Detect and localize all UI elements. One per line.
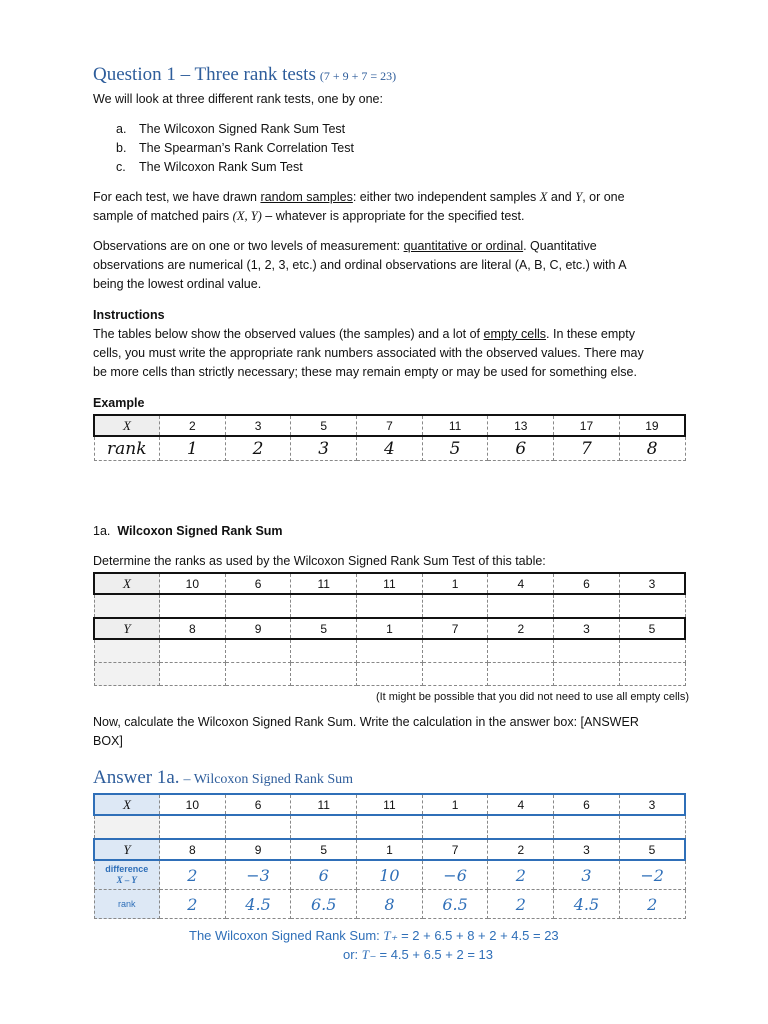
- empty-cell[interactable]: [357, 663, 423, 686]
- empty-cell[interactable]: [488, 594, 554, 618]
- table-row: Y 8 9 5 1 7 2 3 5: [94, 839, 685, 860]
- instructions: Instructions The tables below show the observed values (the samples) and a lot of empty cells. In these empty cells, you must write the appropriate rank numbers associated with the observed values. There may be more cells than strictly necessary; these may remain empty or may be used for something else.: [93, 306, 693, 382]
- paragraph-measurement: Observations are on one or two levels of measurement: quantitative or ordinal. Quantitative observations are numerical (1, 2, 3, etc.) and ordinal observations are literal (A, B, C, etc.) with A being the lowest ordinal value.: [93, 239, 627, 291]
- difference-label: difference X – Y: [94, 860, 160, 890]
- intro-text: We will look at three different rank tests, one by one:: [93, 92, 383, 106]
- table-row: rank 1 2 3 4 5 6 7 8: [94, 436, 685, 461]
- empty-cells-note: (It might be possible that you did not need to use all empty cells): [375, 691, 689, 703]
- answer-sum-tminus: or: T₋ = 4.5 + 6.5 + 2 = 13: [343, 947, 493, 962]
- list-item: c. The Wilcoxon Rank Sum Test: [116, 160, 303, 174]
- empty-cell[interactable]: [619, 639, 685, 663]
- empty-cell[interactable]: [554, 663, 620, 686]
- instructions-heading: Instructions: [93, 308, 165, 322]
- empty-cell[interactable]: [619, 663, 685, 686]
- table-row: X 10 6 11 11 1 4 6 3: [94, 573, 685, 594]
- table-row-rank: rank 2 4.5 6.5 8 6.5 2 4.5 2: [94, 890, 685, 919]
- answer-1a-title: Answer 1a. – Wilcoxon Signed Rank Sum: [93, 767, 354, 788]
- empty-cell[interactable]: [160, 594, 226, 618]
- empty-cell[interactable]: [488, 639, 554, 663]
- empty-cell[interactable]: [291, 663, 357, 686]
- table-row: X 10 6 11 11 1 4 6 3: [94, 794, 685, 815]
- table-row: [94, 639, 685, 663]
- answer-sum-tplus: The Wilcoxon Signed Rank Sum: T₊ = 2 + 6.5 + 8 + 2 + 4.5 = 23: [189, 928, 559, 943]
- part-1a-prompt: Determine the ranks as used by the Wilcoxon Signed Rank Sum Test of this table:: [93, 554, 546, 568]
- empty-cell[interactable]: [488, 663, 554, 686]
- empty-cell[interactable]: [357, 639, 423, 663]
- empty-cell[interactable]: [225, 639, 291, 663]
- paragraph-samples: For each test, we have drawn random samples: either two independent samples X and Y, or one sample of matched pairs (X, Y) – whatever is appropriate for the specified test.: [93, 190, 625, 223]
- empty-cell[interactable]: [160, 663, 226, 686]
- part-1a-table: [93, 572, 686, 686]
- table-row: X 2 3 5 7 11 13 17 19: [94, 415, 685, 436]
- table-row: Y 8 9 5 1 7 2 3 5: [94, 618, 685, 639]
- example-heading: Example: [93, 396, 145, 410]
- example-table: [93, 414, 686, 461]
- part-1a-heading: 1a. Wilcoxon Signed Rank Sum: [93, 524, 283, 538]
- table-row: [94, 815, 685, 839]
- answer-1a-table: [93, 793, 686, 919]
- empty-cell[interactable]: [291, 639, 357, 663]
- test-list: [93, 120, 354, 177]
- empty-cell[interactable]: [225, 663, 291, 686]
- table-row: [94, 663, 685, 686]
- list-item: b. The Spearman’s Rank Correlation Test: [116, 141, 354, 155]
- empty-cell[interactable]: [554, 639, 620, 663]
- empty-cell[interactable]: [357, 594, 423, 618]
- empty-cell[interactable]: [422, 639, 488, 663]
- empty-cell[interactable]: [554, 594, 620, 618]
- question-title: [93, 64, 396, 86]
- question-title-text: Question 1 – Three rank tests: [93, 64, 316, 85]
- empty-cell[interactable]: [225, 594, 291, 618]
- empty-cell[interactable]: [291, 594, 357, 618]
- table-row-difference: difference X – Y 2 −3 6 10 −6 2 3 −2: [94, 860, 685, 890]
- empty-cell[interactable]: [422, 594, 488, 618]
- list-item: a. The Wilcoxon Signed Rank Sum Test: [116, 122, 346, 136]
- table-row: [94, 594, 685, 618]
- empty-cell[interactable]: [422, 663, 488, 686]
- question-points: (7 + 9 + 7 = 23): [319, 69, 397, 83]
- part-1a-instruction: Now, calculate the Wilcoxon Signed Rank Sum. Write the calculation in the answer box: [ANSWER BOX]: [93, 715, 639, 748]
- empty-cell[interactable]: [160, 639, 226, 663]
- rank-label: rank: [94, 890, 160, 919]
- empty-cell[interactable]: [619, 594, 685, 618]
